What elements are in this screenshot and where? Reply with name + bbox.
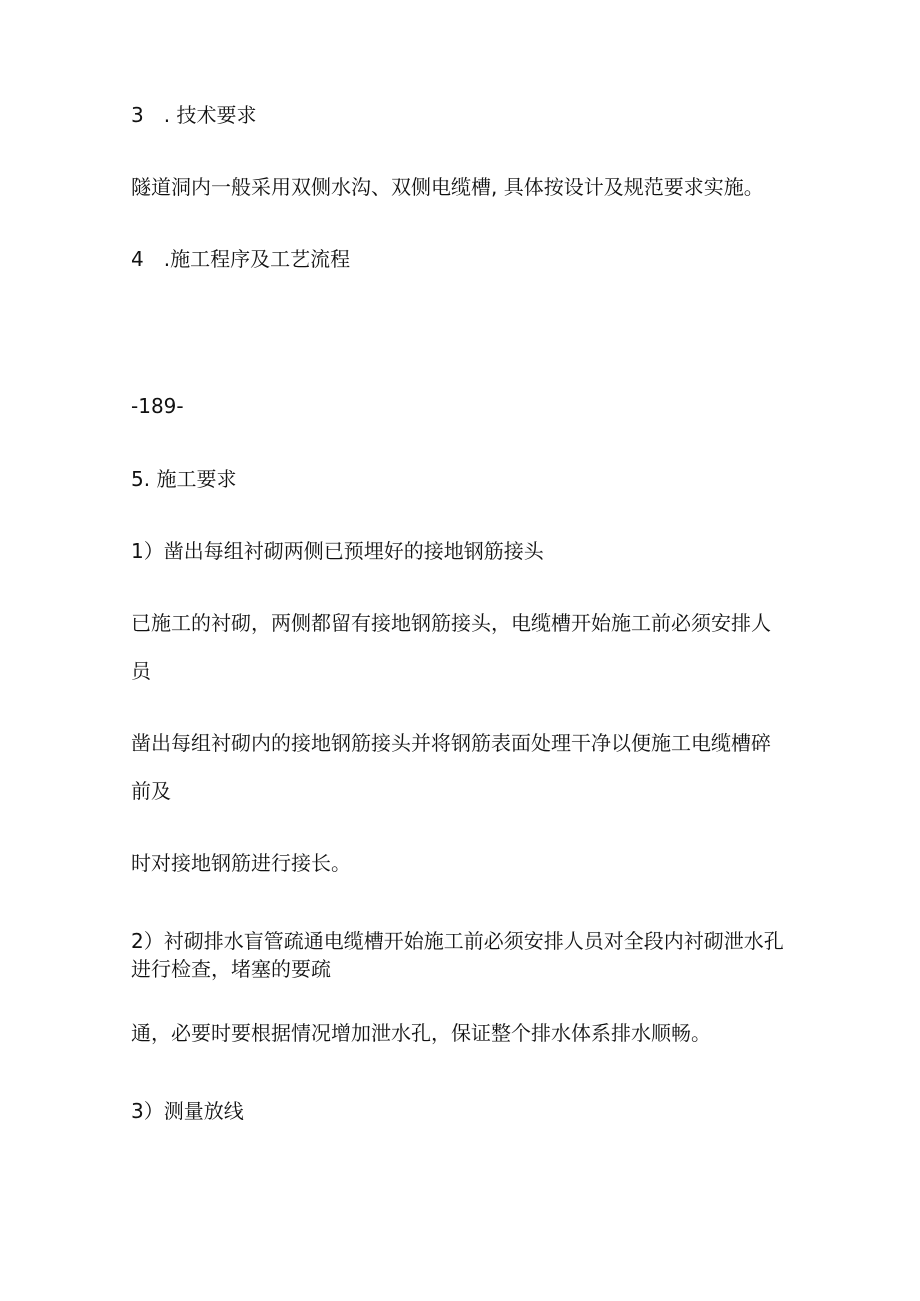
paragraph-line: 已施工的衬砌，两侧都留有接地钢筋接头，电缆槽开始施工前必须安排人 — [131, 611, 771, 635]
section-heading-3: 3 . 技术要求 — [131, 103, 257, 127]
page-number: -189- — [131, 394, 184, 418]
paragraph-line: 进行检查，堵塞的要疏 — [131, 957, 331, 981]
paragraph-line: 通，必要时要根据情况增加泄水孔，保证整个排水体系排水顺畅。 — [131, 1021, 711, 1045]
item-1-heading: 1）凿出每组衬砌两侧已预埋好的接地钢筋接头 — [131, 539, 544, 563]
item-2-heading: 2）衬砌排水盲管疏通电缆槽开始施工前必须安排人员对全段内衬砌泄水孔 — [131, 929, 784, 953]
item-3-heading: 3）测量放线 — [131, 1099, 244, 1123]
paragraph-line: 凿出每组衬砌内的接地钢筋接头并将钢筋表面处理干净以便施工电缆槽碎 — [131, 731, 771, 755]
paragraph-line: 前及 — [131, 779, 171, 803]
paragraph-drainage: 隧道洞内一般采用双侧水沟、双侧电缆槽, 具体按设计及规范要求实施。 — [131, 175, 764, 199]
paragraph-line: 员 — [131, 659, 151, 683]
paragraph-line: 时对接地钢筋进行接长。 — [131, 851, 351, 875]
section-heading-5: 5. 施工要求 — [131, 467, 237, 491]
section-heading-4: 4 .施工程序及工艺流程 — [131, 247, 351, 271]
